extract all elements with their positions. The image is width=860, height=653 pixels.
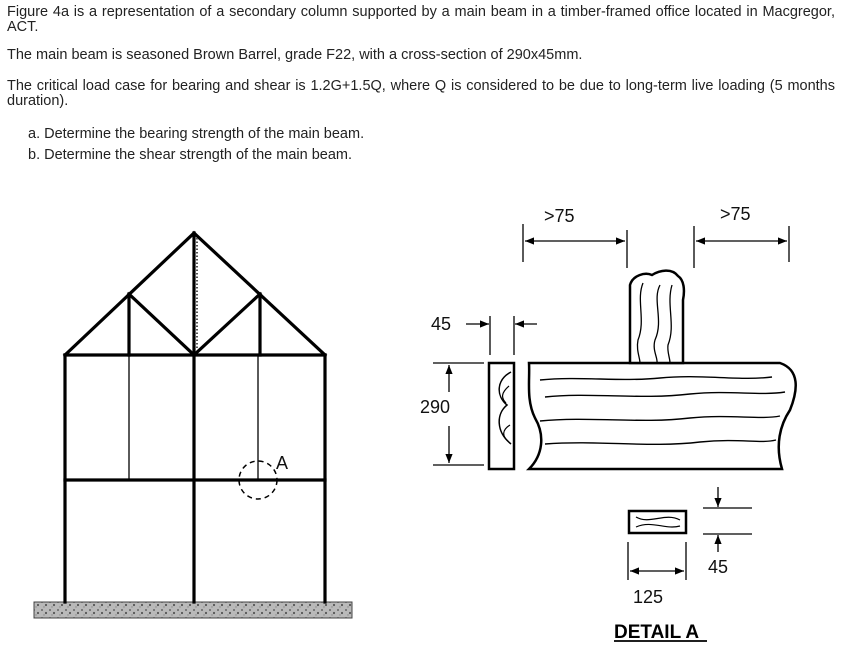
dim-beam-depth: 290 [420,397,451,417]
column-plan-section [629,511,686,533]
dim-right-edge: >75 [720,204,751,224]
dim-column-thickness: 45 [708,557,729,577]
main-beam-elevation [529,363,796,469]
question-a: a. Determine the bearing strength of the main beam. [28,126,365,142]
detail-a-title: DETAIL A [614,622,700,643]
dim-left-edge: >75 [544,206,575,226]
dim-column-width: 125 [633,587,664,607]
paragraph-beam: The main beam is seasoned Brown Barrel, grade F22, with a cross-section of 290x45mm. [7,47,583,63]
beam-section [489,363,514,469]
paragraph-load-case: The critical load case for bearing and shear is 1.2G+1.5Q, where Q is considered to be due to long-term live loading (5 months duration). [7,78,835,109]
timber-frame-elevation [34,233,352,618]
strut-left-b [129,294,194,355]
ground-strip [34,602,352,618]
detail-a-marker-label: A [276,453,289,473]
secondary-column [630,271,684,363]
paragraph-intro: Figure 4a is a representation of a secondary column supported by a main beam in a timber-framed office located in Macgregor, ACT. [7,4,835,35]
dim-beam-width: 45 [431,314,452,334]
strut-right-b [194,294,260,355]
question-b: b. Determine the shear strength of the main beam. [28,147,353,163]
